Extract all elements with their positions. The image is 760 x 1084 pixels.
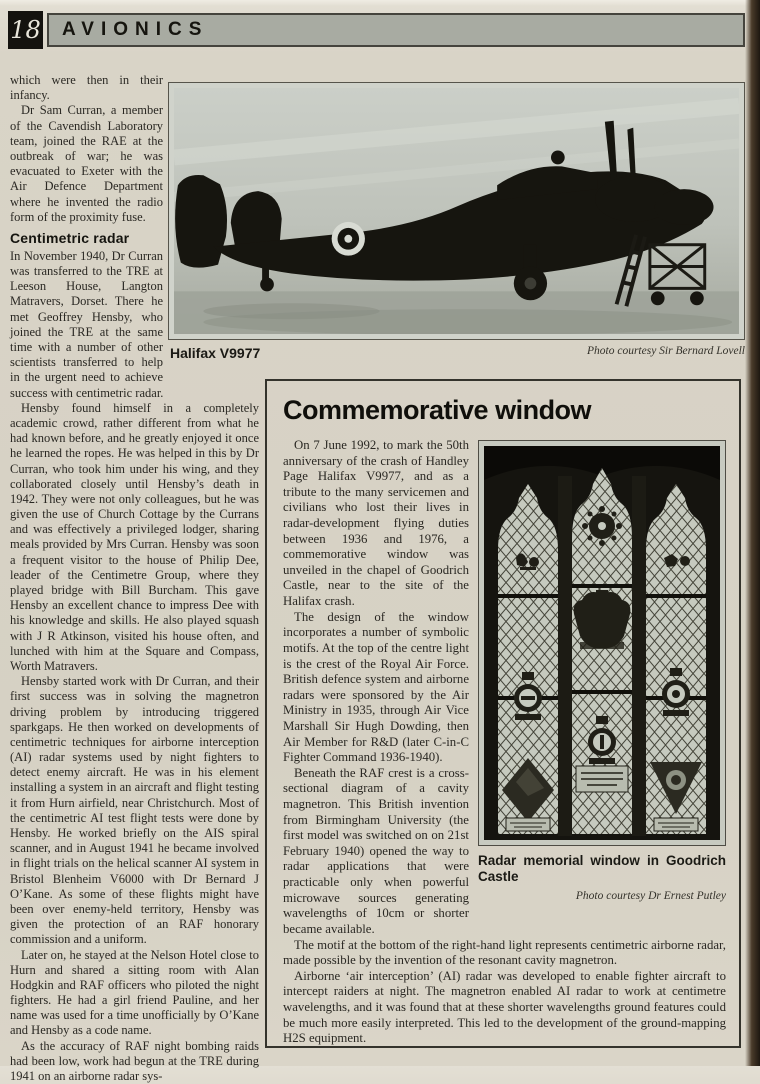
- paragraph: Hensby started work with Dr Curran, and their first success was in solving the magnetron driving problem by introducing triggered sparkgaps. He then worked on developments of centimetric techniques for airborne interception (AI) radar systems used by night fighters to detect enemy aircraft. He was in his element installing a system in an aircraft and flight testing it from Hurn airfield, near Christchurch. Most of the centimetric AI test flight tests were done by Hensby. He worked briefly on the AIS spiral scanner, and in August 1941 he became involved in flight trials on the helical scanner AI system in Bristol Blenheim V6000 with Dr Bernard J O’Kane. As some of these flights might have been over enemy-held territory, Hensby was given the protection of an RAF honorary commission and a uniform.: [10, 674, 259, 947]
- section-title: AVIONICS: [62, 19, 209, 40]
- memorial-window-caption: Radar memorial window in Goodrich Castle: [478, 853, 726, 884]
- page-number-box: [8, 11, 43, 49]
- section-banner: [47, 13, 745, 47]
- paragraph: The design of the window incorporates a number of symbolic motifs. At the top of the centre light is the crest of the Royal Air Force. British defence system and airborne radars were sponsored by the Air Ministry in 1935, through Air Vice Marshall Sir Hugh Dowding, then Air Member for R&D (later C-in-C Fighter Command 1936-1940).: [283, 609, 469, 765]
- paragraph: The motif at the bottom of the right-hand light represents centimetric airborne radar, made possible by the invention of the resonant cavity magnetron.: [283, 937, 726, 968]
- memorial-window-credit: Photo courtesy Dr Ernest Putley: [575, 889, 726, 902]
- main-article: [10, 73, 259, 1084]
- scan-top-edge: [0, 0, 760, 6]
- memorial-window-figure: [478, 440, 726, 903]
- photo-wrap-spacer: [163, 73, 259, 385]
- subheading: Centimetric radar: [10, 229, 130, 246]
- paragraph: Hensby found himself in a completely academic crowd, rather different from what he had known before, and he greatly enjoyed it once he learned the ropes. He was helped in this by Dr Curran, who took him under his wing, and they collaborated closely until Hensby’s death in 1942. They were not only colleagues, but he was given the use of Church Cottage by the Currans and was effectively a privileged lodger, sharing meals provided by Mrs Curran. Hensby was soon a frequent visitor to the house of Philip Dee, leader of the Centimetre Group, where they played bridge with Bill Burcham. This gave Hensby an excellent chance to impress Dee with his knowledge and skills. He also played squash with J R Atkinson, visited his house often, and lunched with him at the Square and Compass, Worth Matravers.: [10, 400, 259, 673]
- feature-box-title: Commemorative window: [283, 395, 592, 425]
- page-number: 18: [10, 16, 41, 44]
- halifax-caption: Halifax V9977: [170, 345, 261, 361]
- scan-right-edge: [745, 0, 760, 1066]
- halifax-photo-credit: Photo courtesy Sir Bernard Lovell: [587, 345, 745, 357]
- paragraph: In November 1940, Dr Curran was transferred to the TRE at Leeson House, Langton Matravers, Dorset. There he met Geoffrey Hensby, who joined the TRE at the same time with a number of other scientists transferred to help in the urgent need to achieve success with centimetric radar.: [10, 248, 164, 400]
- commemorative-window-box: [265, 379, 741, 1048]
- paragraph: Airborne ‘air interception’ (AI) radar was developed to enable fighter aircraft to intercept raiders at night. The magnetron enabled AI radar to work at centimetre wavelengths, and it was found that at these shorter wavelengths ground features could be much more easily interpreted. This led to the development of the ground-mapping H2S equipment.: [283, 968, 726, 1046]
- paragraph: Dr Sam Curran, a member of the Cavendish Laboratory team, joined the RAE at the outbreak of war; he was evacuated to Exeter with the Air Defence Department where he invented the radio form of the proximity fuse.: [10, 103, 163, 224]
- feature-box-text: [283, 438, 726, 1047]
- memorial-window-photo: [478, 440, 726, 846]
- stained-glass-window-image: [484, 446, 720, 840]
- paragraph: On 7 June 1992, to mark the 50th anniversary of the crash of Handley Page Halifax V9977, and as a tribute to the many servicemen and civilians who lost their lives in radar-development flying duties between 1936 and 1976, a commemorative window was unveiled in the chapel of Goodrich Castle, near to the site of the Halifax crash.: [283, 438, 469, 609]
- paragraph: Beneath the RAF crest is a cross-sectional diagram of a cavity magnetron. This British invention from Birmingham University (the first model was switched on on 21st February 1940) opened the way to radar applications that were practicable only when powerful microwave sources generating wavelengths of 10cm or shorter became available.: [283, 765, 469, 936]
- paragraph: As the accuracy of RAF night bombing raids had been low, work had begun at the TRE during 1941 on an airborne radar sys-: [10, 1038, 259, 1083]
- paragraph: Later on, he stayed at the Nelson Hotel close to Hurn and shared a sitting room with Alan Hodgkin and RAF officers who piloted the night fighters. He had a girl friend Pauline, and her name was used for a time unofficially by O’Kane and Hensby as a code name.: [10, 947, 259, 1038]
- paragraph: which were then in their infancy.: [10, 73, 163, 103]
